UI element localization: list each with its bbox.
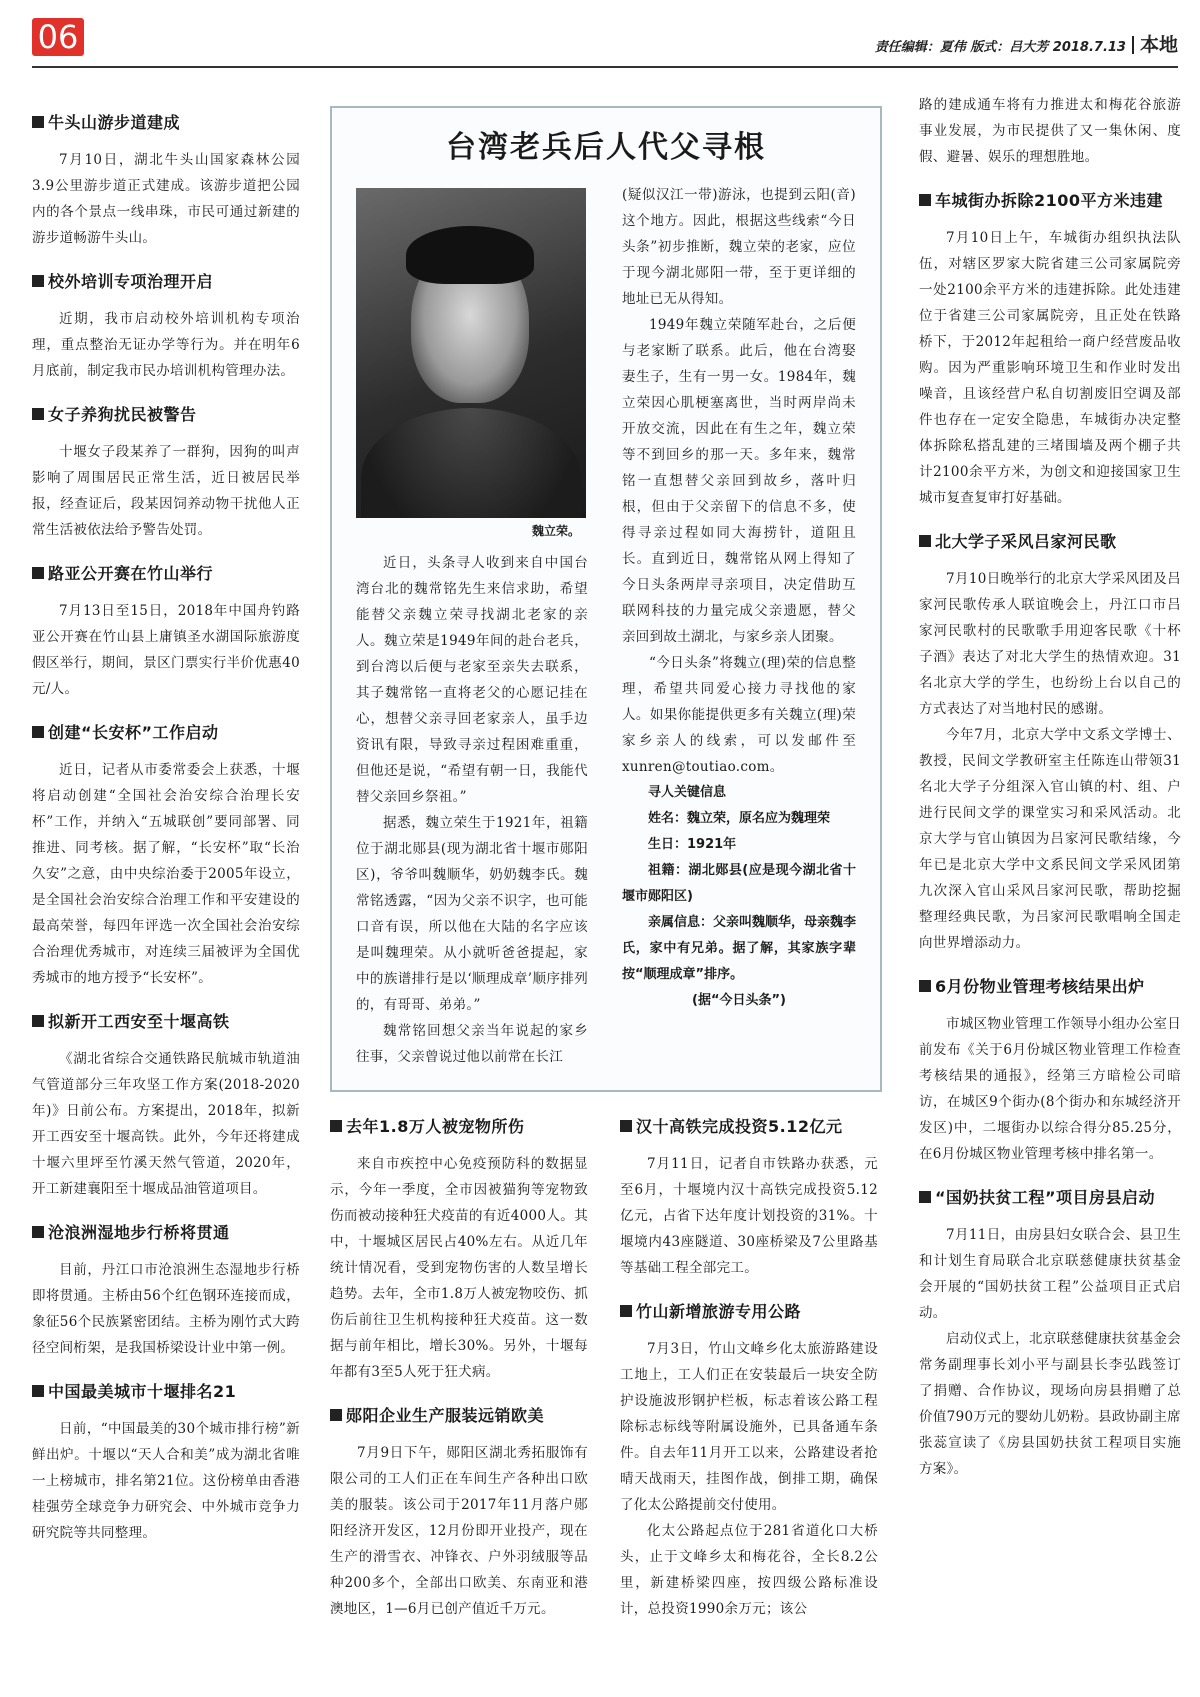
article-headline: 路亚公开赛在竹山举行 xyxy=(32,561,300,584)
article-headline: “国奶扶贫工程”项目房县启动 xyxy=(919,1185,1181,1208)
article-body: 7月11日，由房县妇女联合会、县卫生和计划生育局联合北京联慈健康扶贫基金会开展的“国奶扶贫工程”公益项目正式启动。 xyxy=(919,1227,1181,1321)
article-body: 化太公路起点位于281省道化口大桥头，止于文峰乡太和梅花谷，全长8.2公里，新建桥梁四座，按四级公路标准设计，总投资1990余万元；该公 xyxy=(620,1523,878,1617)
article-headline: 中国最美城市十堰排名21 xyxy=(32,1379,300,1402)
square-bullet-icon xyxy=(919,194,931,206)
key-info-item: 亲属信息：父亲叫魏顺华，母亲魏李氏，家中有兄弟。据了解，其家族字辈按“顺理成章”排序。 xyxy=(622,915,857,982)
feature-paragraph: 1949年魏立荣随军赴台，之后便与老家断了联系。此后，他在台湾娶妻生子，生有一男一女。1984年，魏立荣因心肌梗塞离世，当时两岸尚未开放交流，因此在有生之年，魏立荣等不到回乡的那一天。多年来，魏常铭一直想替父亲回到故乡，落叶归根，但由于父亲留下的信息不多，使得寻亲过程如同大海捞针，道阻且长。直到近日，魏常铭从网上得知了今日头条两岸寻亲项目，决定借助互联网科技的力量完成父亲遗愿，替父亲回到故土湖北，与家乡亲人团聚。 xyxy=(622,317,856,645)
article-body: 7月10日，湖北牛头山国家森林公园3.9公里游步道正式建成。该游步道把公园内的各个景点一线串珠，市民可通过新建的游步道畅游牛头山。 xyxy=(32,152,300,246)
article xyxy=(330,1403,588,1622)
header-divider xyxy=(1132,36,1134,54)
square-bullet-icon xyxy=(919,1191,931,1203)
article-body: 路的建成通车将有力推进太和梅花谷旅游事业发展，为市民提供了又一集休闲、度假、避暑、娱乐的理想胜地。 xyxy=(919,97,1181,165)
header-meta: 责任编辑：夏伟 版式：吕大芳 2018.7.13 xyxy=(874,40,1126,55)
article xyxy=(32,1220,300,1361)
article xyxy=(32,1379,300,1546)
article-body: 日前，“中国最美的30个城市排行榜”新鲜出炉。十堰以“天人合和美”成为湖北省唯一上榜城市，排名第21位。这份榜单由香港桂强劳全球竞争力研究会、中外城市竞争力研究院等共同整理。 xyxy=(32,1421,300,1541)
article xyxy=(32,720,300,991)
article-headline: 车城街办拆除2100平方米违建 xyxy=(919,188,1181,211)
article-body: 7月3日，竹山文峰乡化太旅游路建设工地上，工人们正在安装最后一块安全防护设施波形钢护栏板，标志着该公路工程除标志标线等附属设施外，已具备通车条件。自去年11月开工以来，公路建设者抢晴天战雨天，挂图作战，倒排工期，确保了化太公路提前交付使用。 xyxy=(620,1341,878,1513)
article-body: 十堰女子段某养了一群狗，因狗的叫声影响了周围居民正常生活，近日被居民举报，经查证后，段某因饲养动物干扰他人正常生活被依法给予警告处罚。 xyxy=(32,444,300,538)
portrait-hair-shape xyxy=(406,226,534,284)
portrait-photo xyxy=(356,188,586,518)
square-bullet-icon xyxy=(919,980,931,992)
key-info-item: 生日：1921年 xyxy=(648,837,737,852)
right-column xyxy=(919,92,1181,1500)
square-bullet-icon xyxy=(919,535,931,547)
left-column xyxy=(32,96,300,1564)
article-continuation xyxy=(919,92,1181,170)
section-name: 本地 xyxy=(1139,34,1178,56)
square-bullet-icon xyxy=(620,1305,632,1317)
square-bullet-icon xyxy=(330,1409,342,1421)
square-bullet-icon xyxy=(330,1120,342,1132)
key-info-item: 祖籍：湖北郧县(应是现今湖北省十堰市郧阳区) xyxy=(622,863,856,904)
square-bullet-icon xyxy=(32,1226,44,1238)
square-bullet-icon xyxy=(32,1385,44,1397)
article-body: 启动仪式上，北京联慈健康扶贫基金会常务副理事长刘小平与副县长李弘践签订了捐赠、合作协议，现场向房县捐赠了总价值790万元的婴幼儿奶粉。县政协副主席张蕊宣读了《房县国奶扶贫工程项目实施方案》。 xyxy=(919,1331,1181,1477)
article-headline: 女子养狗扰民被警告 xyxy=(32,402,300,425)
article-body: 《湖北省综合交通铁路民航城市轨道油气管道部分三年攻坚工作方案(2018-2020年)》日前公布。方案提出，2018年，拟新开工西安至十堰高铁。此外，今年还将建成十堰六里坪至竹溪天然气管道，2020年，开工新建襄阳至十堰成品油管道项目。 xyxy=(32,1051,300,1197)
article xyxy=(32,402,300,543)
article-headline: 北大学子采风吕家河民歌 xyxy=(919,529,1181,552)
article-headline: 校外培训专项治理开启 xyxy=(32,269,300,292)
article-body: 目前，丹江口市沧浪洲生态湿地步行桥即将贯通。主桥由56个红色钢环连接而成，象征56个民族紧密团结。主桥为刚竹式大跨径空间桁架，是我国桥梁设计业中第一例。 xyxy=(32,1262,300,1356)
square-bullet-icon xyxy=(32,116,44,128)
article xyxy=(620,1299,878,1622)
article xyxy=(919,974,1181,1167)
article xyxy=(32,561,300,702)
source-credit: (据“今日头条”) xyxy=(692,993,786,1008)
article xyxy=(919,1185,1181,1482)
article-body: 近日，记者从市委常委会上获悉，十堰将启动创建“全国社会治安综合治理长安杯”工作，并纳入“五城联创”要同部署、同推进、同考核。据了解，“长安杯”取“长治久安”之意，由中央综治委于2005年设立，是全国社会治安综合治理工作和平安建设的最高荣誉，每四年评选一次全国社会治安综合治理优秀城市，对连续三届被评为全国优秀城市的地方授予“长安杯”。 xyxy=(32,762,300,986)
feature-paragraph: 据悉，魏立荣生于1921年，祖籍位于湖北郧县(现为湖北省十堰市郧阳区)，爷爷叫魏顺华，奶奶魏李氏。魏常铭透露，“因为父亲不识字，也可能口音有误，所以他在大陆的名字应该是叫魏理荣。从小就听爸爸提起，家中的族谱排行是以‘顺理成章’顺序排列的，有哥哥、弟弟。” xyxy=(356,815,588,1013)
article-headline: 创建“长安杯”工作启动 xyxy=(32,720,300,743)
article xyxy=(919,188,1181,511)
article-headline: 沧浪洲湿地步行桥将贯通 xyxy=(32,1220,300,1243)
square-bullet-icon xyxy=(32,275,44,287)
feature-paragraph: 魏常铭回想父亲当年说起的家乡往事，父亲曾说过他以前常在长江 xyxy=(356,1023,588,1065)
article-headline: 竹山新增旅游专用公路 xyxy=(620,1299,878,1322)
page-number: 06 xyxy=(32,18,84,56)
article-body: 7月11日，记者自市铁路办获悉，元至6月，十堰境内汉十高铁完成投资5.12亿元，占省下达年度计划投资的31%。十堰境内43座隧道、30座桥梁及7公里路基等基础工程全部完工。 xyxy=(620,1156,878,1276)
article xyxy=(919,529,1181,956)
feature-column-2 xyxy=(622,182,856,1014)
header-rule xyxy=(32,66,1178,68)
square-bullet-icon xyxy=(620,1120,632,1132)
square-bullet-icon xyxy=(32,408,44,420)
article-body: 市城区物业管理工作领导小组办公室日前发布《关于6月份城区物业管理工作检查考核结果的通报》，经第三方暗检公司暗访，在城区9个街办(8个街办和东城经济开发区)中，二堰街办以综合得分85.25分，在6月份城区物业管理考核中排名第一。 xyxy=(919,1016,1181,1162)
page-header xyxy=(875,30,1178,57)
article-body: 来自市疾控中心免疫预防科的数据显示，今年一季度，全市因被猫狗等宠物致伤而被动接种狂犬疫苗的有近4000人。其中，十堰城区居民占40%左右。从近几年统计情况看，受到宠物伤害的人数呈增长趋势。去年，全市1.8万人被宠物咬伤、抓伤后前往卫生机构接种狂犬疫苗。这一数据与前年相比，增长30%。另外，十堰每年都有3至5人死于狂犬病。 xyxy=(330,1156,588,1380)
article xyxy=(32,1009,300,1202)
article xyxy=(620,1114,878,1281)
feature-column-1 xyxy=(356,550,588,1070)
article-body: 7月13日至15日，2018年中国舟钓路亚公开赛在竹山县上庸镇圣水湖国际旅游度假区举行，期间，景区门票实行半价优惠40元/人。 xyxy=(32,603,300,697)
feature-paragraph: (疑似汉江一带)游泳，也提到云阳(音)这个地方。因此，根据这些线索“今日头条”初步推断，魏立荣的老家，应位于现今湖北郧阳一带，至于更详细的地址已无从得知。 xyxy=(622,187,856,307)
article-headline: 去年1.8万人被宠物所伤 xyxy=(330,1114,588,1137)
portrait-body-shape xyxy=(361,408,581,518)
middle-column-2 xyxy=(620,1100,878,1640)
feature-box xyxy=(330,106,882,1092)
feature-paragraph: “今日头条”将魏立(理)荣的信息整理，希望共同爱心接力寻找他的家人。如果你能提供更多有关魏立(理)荣家乡亲人的线索，可以发邮件至xunren@toutiao.com。 xyxy=(622,655,856,775)
key-info-item: 姓名：魏立荣，原名应为魏理荣 xyxy=(648,811,831,826)
article xyxy=(330,1114,588,1385)
article-body: 今年7月，北京大学中文系文学博士、教授，民间文学教研室主任陈连山带领31名北大学子分组深入官山镇的村、组、户进行民间文学的课堂实习和采风活动。北京大学与官山镇因为吕家河民歌结缘，今年已是北京大学中文系民间文学采风团第九次深入官山采风吕家河民歌，帮助挖掘整理经典民歌，为吕家河民歌唱响全国走向世界增添动力。 xyxy=(919,727,1181,951)
square-bullet-icon xyxy=(32,726,44,738)
square-bullet-icon xyxy=(32,567,44,579)
article-headline: 汉十高铁完成投资5.12亿元 xyxy=(620,1114,878,1137)
square-bullet-icon xyxy=(32,1015,44,1027)
article-headline: 6月份物业管理考核结果出炉 xyxy=(919,974,1181,997)
article-body: 7月9日下午，郧阳区湖北秀拓服饰有限公司的工人们正在车间生产各种出口欧美的服装。该公司于2017年11月落户郧阳经济开发区，12月份即开业投产，现在生产的滑雪衣、冲锋衣、户外羽绒服等品种200多个，全部出口欧美、东南亚和港澳地区，1—6月已创产值近千万元。 xyxy=(330,1445,588,1617)
article-body: 近期，我市启动校外培训机构专项治理，重点整治无证办学等行为。并在明年6月底前，制定我市民办培训机构管理办法。 xyxy=(32,311,300,379)
article-headline: 拟新开工西安至十堰高铁 xyxy=(32,1009,300,1032)
middle-column-1 xyxy=(330,1100,588,1640)
feature-paragraph: 近日，头条寻人收到来自中国台湾台北的魏常铭先生来信求助，希望能替父亲魏立荣寻找湖北老家的亲人。魏立荣是1949年间的赴台老兵，到台湾以后便与老家至亲失去联系，其子魏常铭一直将老父的心愿记挂在心，想替父亲寻回老家亲人，虽手边资讯有限，导致寻亲过程困难重重，但他还是说，“希望有朝一日，我能代替父亲回乡祭祖。” xyxy=(356,555,588,805)
key-info-heading: 寻人关键信息 xyxy=(648,785,727,800)
article-headline: 牛头山游步道建成 xyxy=(32,110,300,133)
article-body: 7月10日上午，车城街办组织执法队伍，对辖区罗家大院省建三公司家属院旁一处2100余平方米的违建拆除。此处违建位于省建三公司家属院旁，且正处在铁路桥下，于2012年起租给一商户经营废品收购。因为严重影响环境卫生和作业时发出噪音，且该经营户私自切割废旧空调及部件也存在一定安全隐患，车城街办决定整体拆除私搭乱建的三堵围墙及两个棚子共计2100余平方米，为创文和迎接国家卫生城市复查复审打好基础。 xyxy=(919,230,1181,506)
photo-caption: 魏立荣。 xyxy=(532,524,581,538)
article xyxy=(32,269,300,384)
article-headline: 郧阳企业生产服装远销欧美 xyxy=(330,1403,588,1426)
article xyxy=(32,110,300,251)
article-body: 7月10日晚举行的北京大学采风团及吕家河民歌传承人联谊晚会上，丹江口市吕家河民歌村的民歌歌手用迎客民歌《十杯子酒》表达了对北大学生的热情欢迎。31名北京大学的学生，也纷纷上台以自己的方式表达了对当地村民的感谢。 xyxy=(919,571,1181,717)
feature-title: 台湾老兵后人代父寻根 xyxy=(446,130,766,165)
